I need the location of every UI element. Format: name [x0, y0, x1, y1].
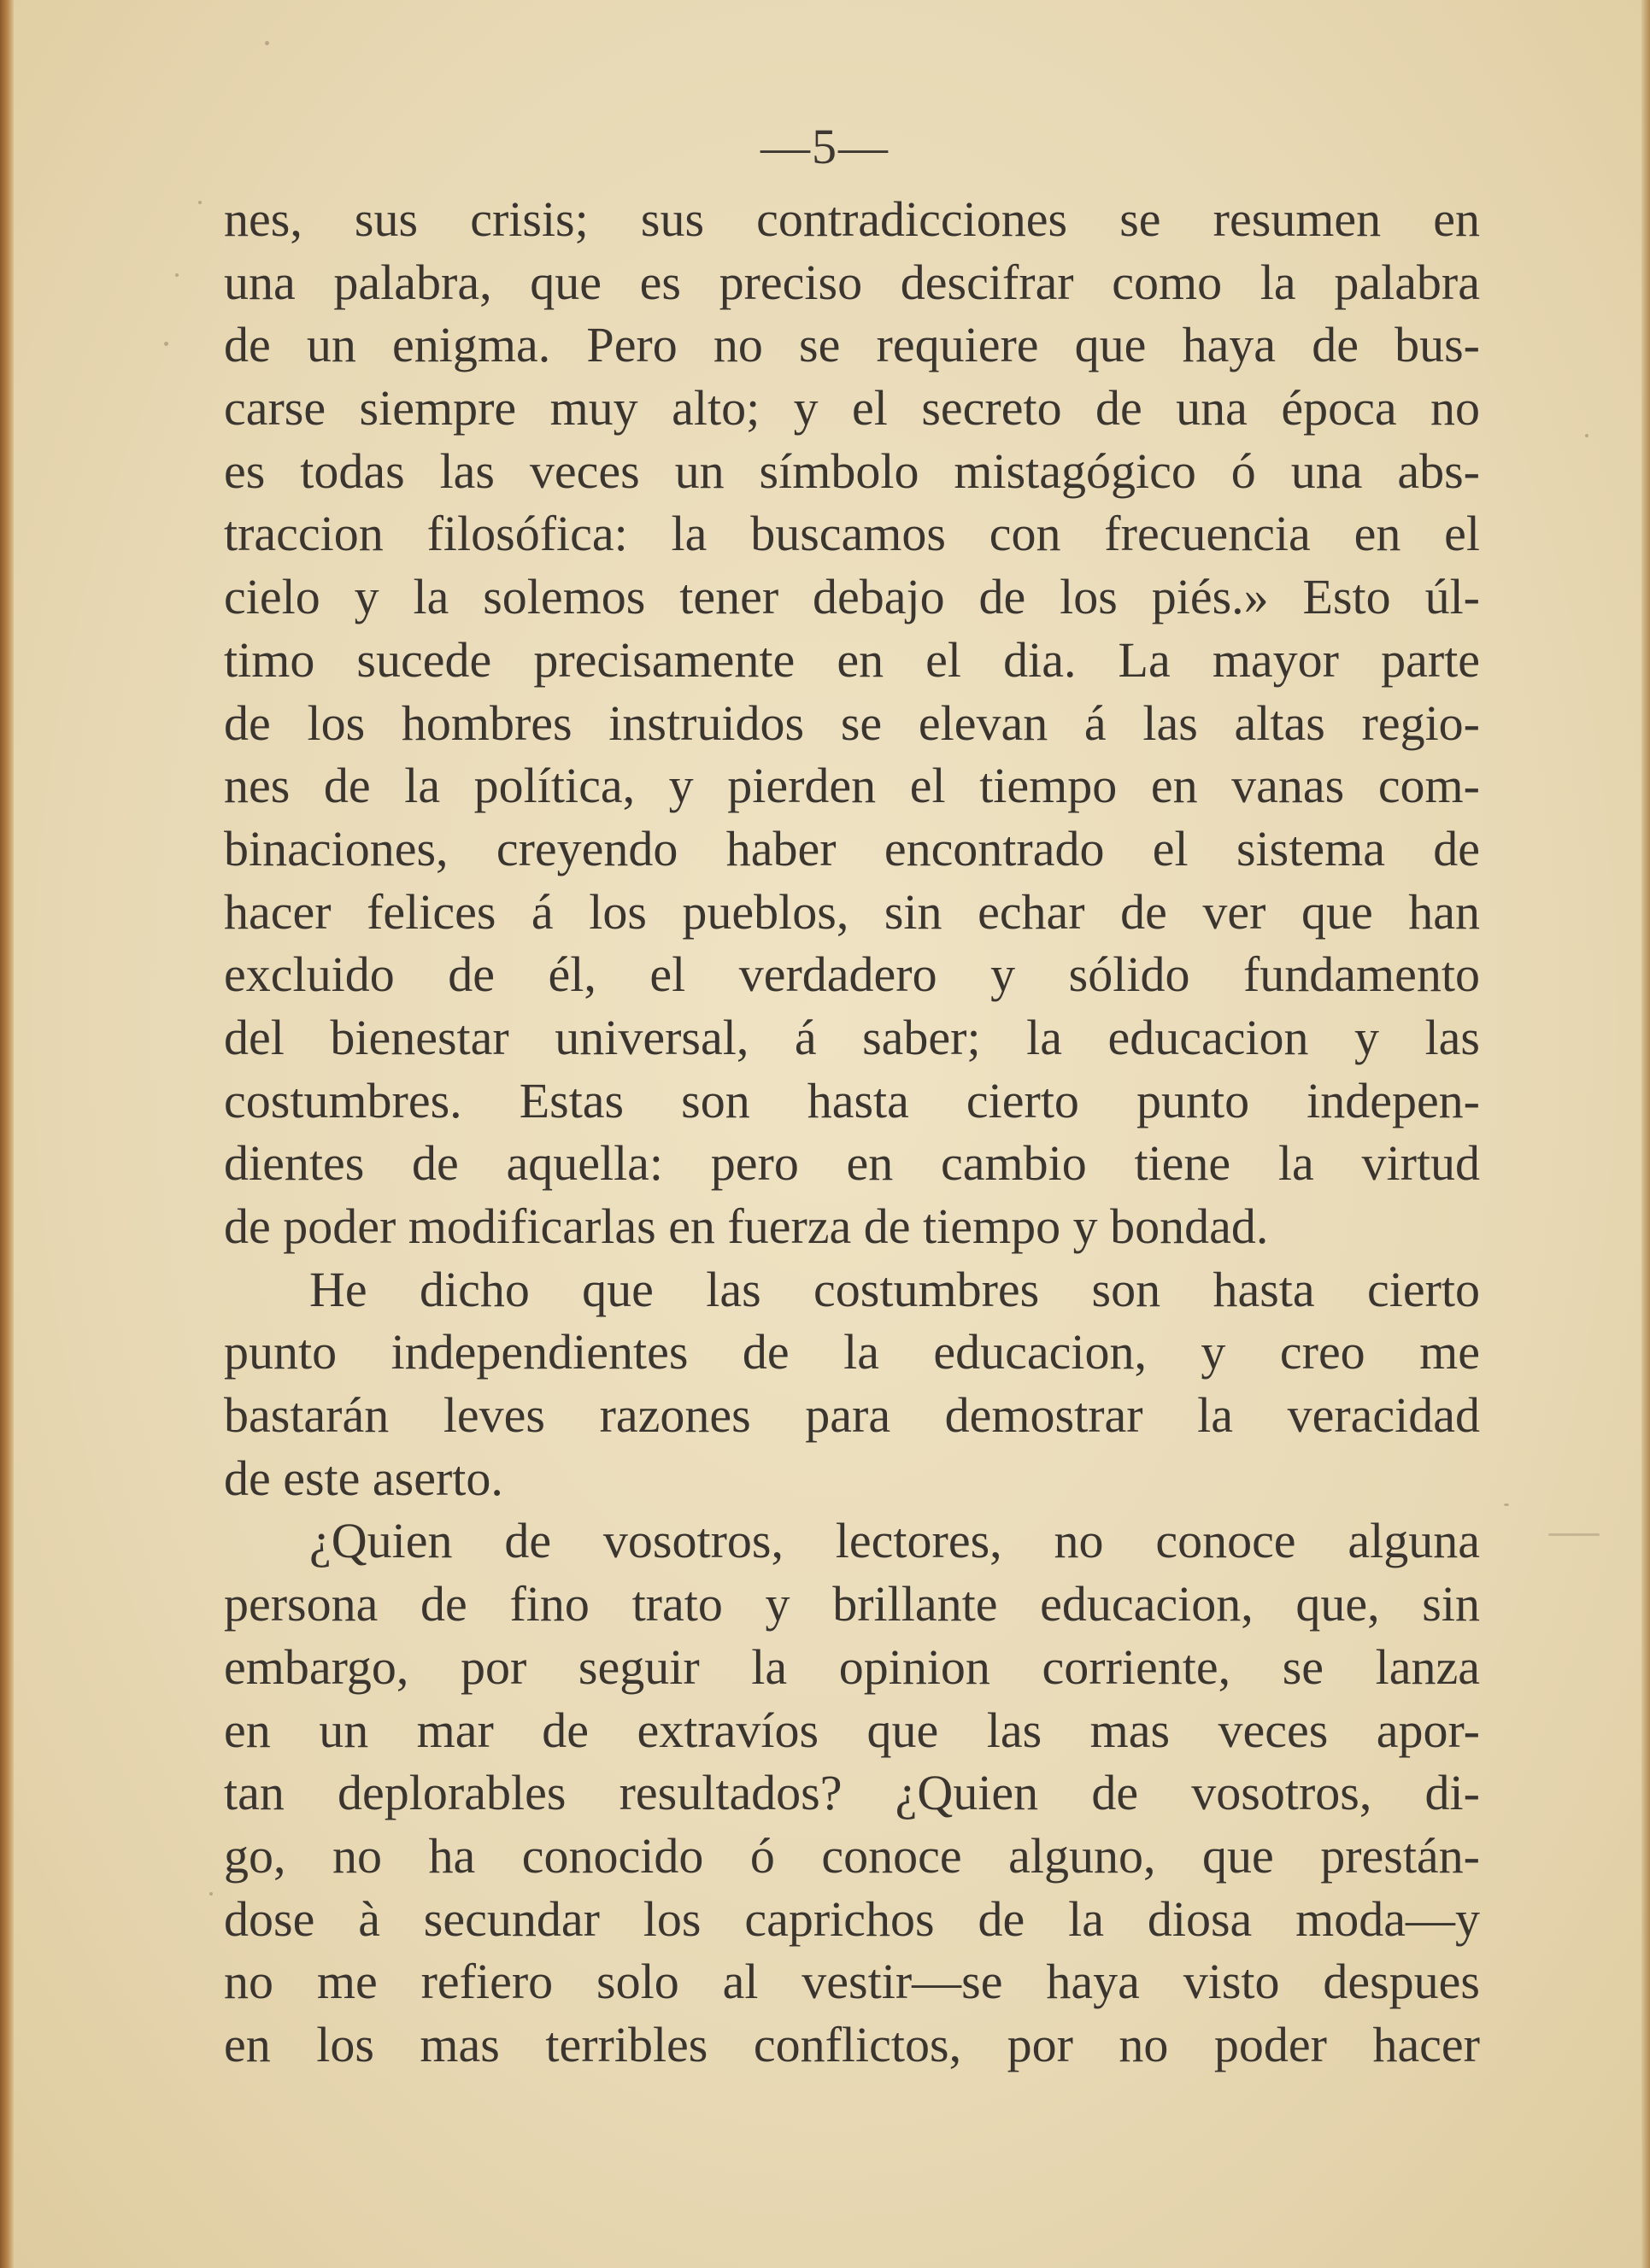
text-line: nes de la política, y pierden el tiempo en vanas com- [224, 758, 1480, 814]
text-line: bastarán leves razones para demostrar la veracidad [224, 1387, 1480, 1444]
text-line: de poder modificarlas en fuerza de tiempo y bondad. [224, 1198, 1269, 1254]
text-line: binaciones, creyendo haber encontrado el sistema de [224, 820, 1480, 876]
paper-speck [198, 201, 202, 204]
text-line: go, no ha conocido ó conoce alguno, que prestán- [224, 1827, 1480, 1884]
page-binding-edge [0, 0, 14, 2268]
text-line: carse siempre muy alto; y el secreto de una época no [224, 380, 1480, 437]
paper-speck [175, 273, 179, 277]
page-number: —5— [760, 119, 890, 174]
paper-speck [164, 342, 168, 346]
text-line: del bienestar universal, á saber; la educacion y las [224, 1009, 1480, 1065]
text-line: He dicho que las costumbres son hasta cierto [309, 1261, 1480, 1317]
text-line: de un enigma. Pero no se requiere que haya de bus- [224, 317, 1480, 373]
text-line: en un mar de extravíos que las mas veces apor- [224, 1702, 1480, 1758]
text-line: dose à secundar los caprichos de la diosa moda—y [224, 1890, 1480, 1947]
text-line: nes, sus crisis; sus contradicciones se resumen en [224, 191, 1480, 247]
text-line: dientes de aquella: pero en cambio tiene la virtud [224, 1135, 1480, 1192]
paper-speck [209, 1892, 213, 1896]
text-line: tan deplorables resultados? ¿Quien de vosotros, di- [224, 1765, 1480, 1821]
text-line: ¿Quien de vosotros, lectores, no conoce alguna [309, 1513, 1480, 1569]
text-line: en los mas terribles conflictos, por no poder hacer [224, 2016, 1480, 2072]
paper-speck [265, 41, 269, 45]
paper-speck [1585, 434, 1588, 437]
text-line: hacer felices á los pueblos, sin echar de ver que han [224, 883, 1480, 940]
body-text [224, 188, 1480, 2077]
paper-speck [1504, 1503, 1509, 1506]
text-line: de los hombres instruidos se elevan á las altas regio- [224, 694, 1480, 751]
text-line: traccion filosófica: la buscamos con frecuencia en el [224, 506, 1480, 562]
text-line: es todas las veces un símbolo mistagógico ó una abs- [224, 442, 1480, 499]
text-line: cielo y la solemos tener debajo de los piés.» Esto úl- [224, 569, 1480, 625]
text-line: costumbres. Estas son hasta cierto punto indepen- [224, 1072, 1480, 1128]
text-line: persona de fino trato y brillante educacion, que, sin [224, 1576, 1480, 1632]
page-right-edge [1641, 0, 1650, 2268]
paper-speck [1548, 1533, 1600, 1536]
text-line: embargo, por seguir la opinion corriente, se lanza [224, 1638, 1480, 1695]
text-line: timo sucede precisamente en el dia. La mayor parte [224, 631, 1480, 688]
text-line: excluido de él, el verdadero y sólido fundamento [224, 946, 1480, 1003]
text-line: punto independientes de la educacion, y creo me [224, 1324, 1480, 1380]
text-line: una palabra, que es preciso descifrar como la palabra [224, 254, 1480, 310]
text-line: no me refiero solo al vestir—se haya visto despues [224, 1954, 1480, 2010]
text-line: de este aserto. [224, 1450, 503, 1506]
